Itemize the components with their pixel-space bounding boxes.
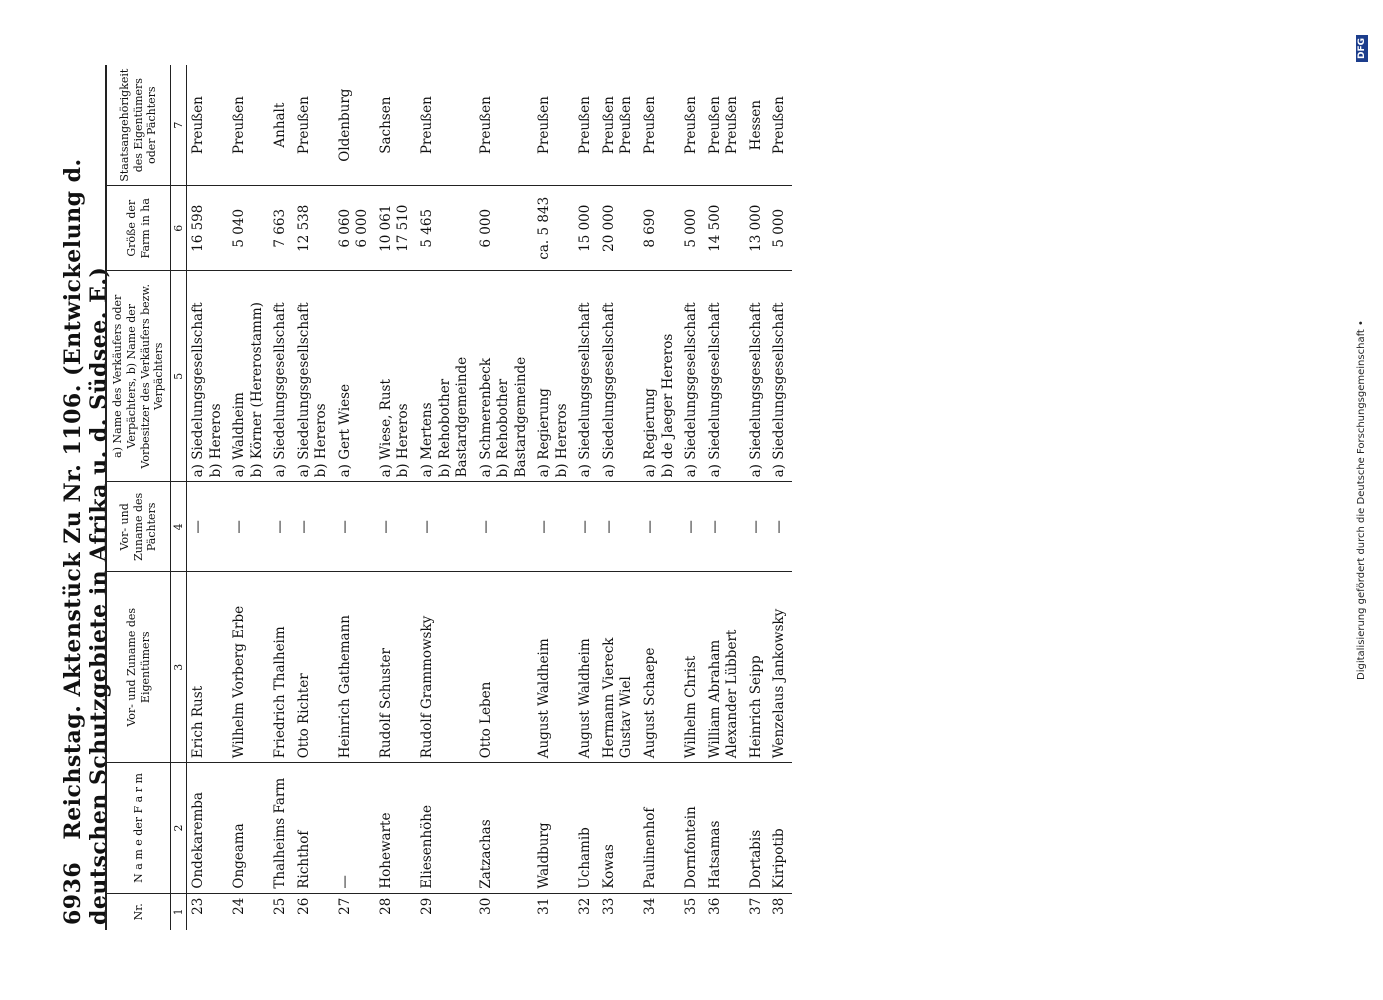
cell-owner: Erich Rust [187,572,229,763]
column-header: Nr. [106,893,171,930]
cell-farm: Dortabis [745,763,769,893]
cell-pachter: — [293,482,334,572]
cell-state: Preußen [187,65,229,186]
cell-nr: 24 [231,897,248,915]
cell-pachter: — [533,482,574,572]
cell-nr: 38 [771,897,788,915]
column-number: 4 [171,482,187,572]
cell-seller: a) Gert Wiese [334,271,375,482]
cell-owner: Hermann Viereck Gustav Wiel [598,572,639,763]
table-row [228,65,269,930]
farm-table [105,65,792,930]
cell-nr: 25 [272,897,289,915]
cell-farm: Thalheims Farm [269,763,293,893]
table-row [416,65,475,930]
cell-size: 12 538 [293,186,334,271]
cell-seller: a) Siedelungsgesellschaft [269,271,293,482]
cell-seller: a) Waldheim b) Körner (Hererostamm) [228,271,269,482]
column-header: Vor- und Zuname des Pächters [106,482,171,572]
cell-size: 6 000 [475,186,534,271]
cell-seller: a) Regierung b) Hereros [533,271,574,482]
page-title: Reichstag. Aktenstück Zu Nr. 1106. (Entwickelung d. deutschen Schutzgebiete in Afrika u. d. Südsee. E.) [60,158,112,925]
cell-size: 7 663 [269,186,293,271]
column-number: 5 [171,271,187,482]
column-header: Größe der Farm in ha [106,186,171,271]
column-header: a) Name des Verkäufers oder Verpächters, b) Name der Vorbesitzer des Verkäufers bezw. Verpächters [106,271,171,482]
cell-state: Preußen [574,65,598,186]
cell-owner: Wilhelm Christ [680,572,704,763]
cell-nr: 33 [600,897,617,915]
table-body [187,65,792,930]
cell-state: Preußen [533,65,574,186]
cell-owner: Wilhelm Vorberg Erbe [228,572,269,763]
cell-seller: a) Siedelungsgesellschaft [745,271,769,482]
cell-farm: Zatzachas [475,763,534,893]
column-number: 7 [171,65,187,186]
cell-pachter: — [334,482,375,572]
table-row [680,65,704,930]
table-row [475,65,534,930]
column-header: N a m e der F a r m [106,763,171,893]
cell-state: Preußen [416,65,475,186]
cell-size: 10 061 17 510 [375,186,416,271]
cell-pachter: — [768,482,792,572]
cell-farm: Kiripotib [768,763,792,893]
column-header-row [106,65,171,930]
cell-pachter: — [228,482,269,572]
cell-seller: a) Schmerenbeck b) Rehobother Bastardgemeinde [475,271,534,482]
cell-nr: 34 [642,897,659,915]
cell-pachter: — [745,482,769,572]
cell-nr: 36 [706,897,723,915]
cell-pachter: — [639,482,680,572]
cell-farm: Kowas [598,763,639,893]
cell-state: Preußen [228,65,269,186]
cell-size: 20 000 [598,186,639,271]
cell-seller: a) Siedelungsgesellschaft b) Hereros [293,271,334,482]
cell-farm: Hatsamas [704,763,745,893]
cell-owner: August Waldheim [533,572,574,763]
column-header: Vor- und Zuname des Eigentümers [106,572,171,763]
cell-pachter: — [475,482,534,572]
cell-nr: 37 [747,897,764,915]
table-row [293,65,334,930]
cell-nr: 23 [190,897,206,915]
cell-owner: Wenzelaus Jankowsky [768,572,792,763]
cell-pachter: — [680,482,704,572]
cell-seller: a) Regierung b) de Jaeger Hereros [639,271,680,482]
table-row [745,65,769,930]
cell-nr: 30 [477,897,494,915]
cell-nr: 26 [295,897,312,915]
digitization-credit: Digitalisierung gefördert durch die Deutsche Forschungsgemeinschaft • [1356,320,1367,680]
table-row [334,65,375,930]
column-number: 2 [171,763,187,893]
cell-owner: Otto Richter [293,572,334,763]
table-row [768,65,792,930]
cell-seller: a) Siedelungsgesellschaft [680,271,704,482]
cell-size: 5 000 [768,186,792,271]
column-number: 1 [171,893,187,930]
cell-size: 15 000 [574,186,598,271]
cell-owner: Otto Leben [475,572,534,763]
cell-state: Anhalt [269,65,293,186]
cell-nr: 32 [577,897,594,915]
cell-pachter: — [416,482,475,572]
cell-nr: 31 [536,897,553,915]
cell-pachter: — [704,482,745,572]
cell-size: 8 690 [639,186,680,271]
cell-seller: a) Siedelungsgesellschaft [768,271,792,482]
cell-farm: Hohewarte [375,763,416,893]
cell-farm: Waldburg [533,763,574,893]
cell-pachter: — [574,482,598,572]
cell-size: 5 000 [680,186,704,271]
cell-size: 5 465 [416,186,475,271]
table-row [639,65,680,930]
cell-owner: August Schaepe [639,572,680,763]
cell-size: 13 000 [745,186,769,271]
cell-nr: 27 [336,897,353,915]
cell-pachter: — [187,482,229,572]
cell-seller: a) Mertens b) Rehobother Bastardgemeinde [416,271,475,482]
cell-nr: 35 [683,897,700,915]
cell-nr: 29 [419,897,436,915]
cell-state: Oldenburg [334,65,375,186]
table-row [598,65,639,930]
cell-owner: Friedrich Thalheim [269,572,293,763]
cell-seller: a) Siedelungsgesellschaft [574,271,598,482]
table-row [187,65,229,930]
cell-seller: a) Wiese, Rust b) Hereros [375,271,416,482]
cell-seller: a) Siedelungsgesellschaft b) Hereros [187,271,229,482]
cell-nr: 28 [377,897,394,915]
cell-state: Sachsen [375,65,416,186]
cell-state: Preußen [680,65,704,186]
cell-state: Preußen [293,65,334,186]
cell-seller: a) Siedelungsgesellschaft [704,271,745,482]
cell-size: ca. 5 843 [533,186,574,271]
cell-pachter: — [269,482,293,572]
cell-owner: August Waldheim [574,572,598,763]
cell-state: Preußen [639,65,680,186]
cell-farm: Uchamib [574,763,598,893]
table-row [574,65,598,930]
cell-owner: Rudolf Grammowsky [416,572,475,763]
cell-pachter: — [375,482,416,572]
cell-owner: Heinrich Gathemann [334,572,375,763]
cell-seller: a) Siedelungsgesellschaft [598,271,639,482]
column-number: 3 [171,572,187,763]
table-row [375,65,416,930]
cell-farm: Richthof [293,763,334,893]
cell-owner: Heinrich Seipp [745,572,769,763]
cell-farm: Paulinenhof [639,763,680,893]
dfg-logo: DFG [1356,35,1368,62]
cell-size: 16 598 [187,186,229,271]
cell-state: Preußen Preußen [704,65,745,186]
cell-farm: Ondekaremba [187,763,229,893]
cell-farm: Dornfontein [680,763,704,893]
column-header: Staatsangehörigkeit des Eigentümers oder Pächters [106,65,171,186]
page-number: 6936 [60,861,86,925]
table-row [704,65,745,930]
cell-farm: — [334,763,375,893]
cell-farm: Ongeama [228,763,269,893]
cell-size: 6 060 6 000 [334,186,375,271]
table-row [269,65,293,930]
cell-size: 5 040 [228,186,269,271]
cell-state: Preußen Preußen [598,65,639,186]
column-number: 6 [171,186,187,271]
cell-state: Hessen [745,65,769,186]
table-row [533,65,574,930]
cell-owner: Rudolf Schuster [375,572,416,763]
cell-owner: William Abraham Alexander Lübbert [704,572,745,763]
cell-state: Preußen [768,65,792,186]
cell-pachter: — [598,482,639,572]
cell-state: Preußen [475,65,534,186]
cell-size: 14 500 [704,186,745,271]
column-number-row [171,65,187,930]
cell-farm: Eliesenhöhe [416,763,475,893]
